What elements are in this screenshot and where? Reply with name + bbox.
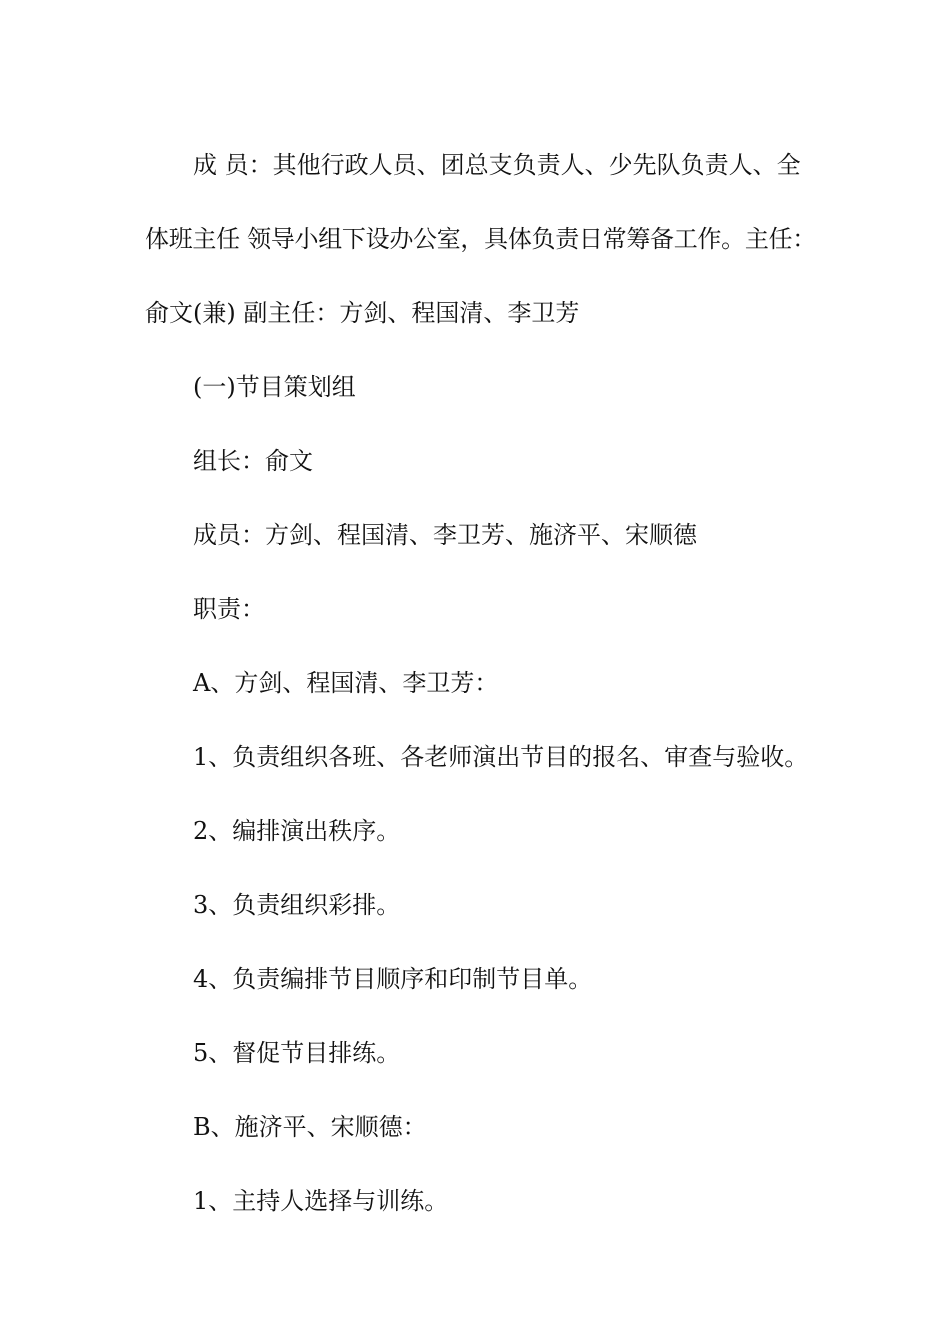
group-members-line: 成员：方剑、程国清、李卫芳、施济平、宋顺德 (193, 521, 697, 549)
duty-a-item-3: 3、负责组织彩排。 (193, 891, 401, 919)
duty-a-item-5: 5、督促节目排练。 (193, 1039, 401, 1067)
paragraph-members-continued: 体班主任 领导小组下设办公室，具体负责日常筹备工作。主任： (145, 225, 816, 253)
section-heading-program-planning: (一)节目策划组 (193, 373, 356, 401)
paragraph-members: 成 员：其他行政人员、团总支负责人、少先队负责人、全 (193, 151, 801, 179)
duty-a-item-2: 2、编排演出秩序。 (193, 817, 401, 845)
group-leader-line: 组长：俞文 (193, 447, 313, 475)
duty-group-b-heading: B、施济平、宋顺德： (193, 1113, 427, 1141)
duty-a-item-4: 4、负责编排节目顺序和印制节目单。 (193, 965, 593, 993)
duties-heading: 职责： (193, 595, 265, 623)
duty-a-item-1: 1、负责组织各班、各老师演出节目的报名、审查与验收。 (193, 743, 809, 771)
duty-b-item-1: 1、主持人选择与训练。 (193, 1187, 449, 1215)
document-body (145, 128, 825, 1238)
paragraph-director-line: 俞文(兼) 副主任：方剑、程国清、李卫芳 (145, 299, 580, 327)
duty-group-a-heading: A、方剑、程国清、李卫芳： (193, 669, 499, 697)
